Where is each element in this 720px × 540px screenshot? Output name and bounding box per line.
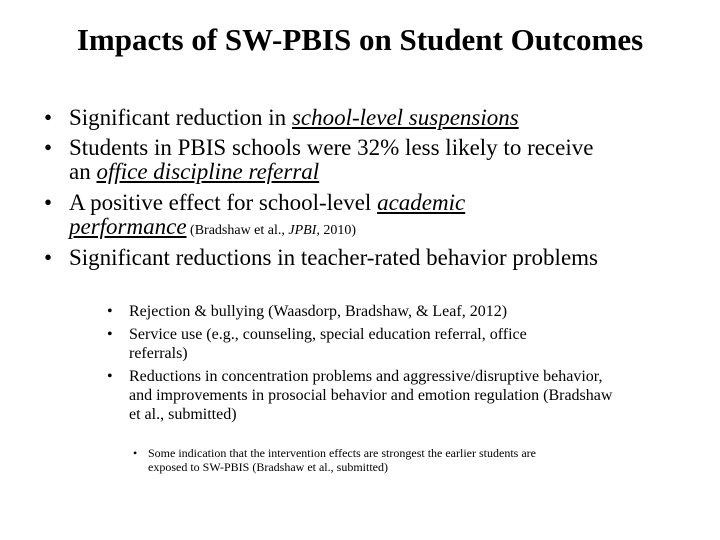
sub-bullet-item	[107, 325, 627, 363]
sub-bullet-text: Rejection & bullying (Waasdorp, Bradshaw, & Leaf, 2012)	[129, 303, 508, 320]
bullet-item-behavior	[44, 246, 664, 270]
bullet-text: Significant reductions in teacher-rated behavior problems	[69, 245, 598, 270]
emphasis-text: school-level suspensions	[291, 105, 519, 130]
bullet-icon: •	[44, 135, 53, 160]
citation-post: 2010)	[319, 222, 357, 238]
citation	[187, 223, 357, 238]
sub-bullet-item	[107, 302, 627, 321]
bullet-icon: •	[44, 245, 53, 270]
bullet-lead-text: Significant reduction in	[69, 105, 292, 130]
citation-journal: JPBI,	[288, 222, 320, 238]
bullet-icon: •	[107, 368, 113, 385]
bullet-icon: •	[44, 105, 53, 130]
bullet-text	[69, 106, 664, 130]
emphasis-text: academic performance	[69, 190, 466, 239]
bullet-icon: •	[107, 326, 113, 343]
bullet-item-office-referral	[44, 136, 664, 183]
slide-title: Impacts of SW-PBIS on Student Outcomes	[76, 22, 644, 57]
sub-sub-bullet-item	[133, 447, 583, 474]
sub-sub-bullet-text: Some indication that the intervention effects are strongest the earlier students are exposed to SW-PBIS (Bradshaw et al., submitted)	[148, 446, 536, 474]
bullet-text	[69, 136, 609, 183]
bullet-icon: •	[44, 190, 53, 215]
sub-bullet-text: Reductions in concentration problems and aggressive/disruptive behavior, and improvements in prosocial behavior and emotion regulation (Bradshaw et al., submitted)	[129, 368, 613, 423]
bullet-lead-text: A positive effect for school-level	[69, 190, 378, 215]
sub-bullet-text: Service use (e.g., counseling, special education referral, office referrals)	[129, 326, 527, 362]
emphasis-text: office discipline referral	[96, 158, 320, 184]
bullet-text	[69, 191, 549, 242]
sub-bullet-item	[107, 367, 627, 424]
bullet-icon: •	[133, 446, 138, 460]
bullet-icon: •	[107, 303, 113, 320]
bullet-lead-text: Students in PBIS schools were 32% less likely to receive an	[69, 135, 594, 184]
bullet-item-suspensions	[44, 106, 664, 130]
citation-pre: (Bradshaw et al.,	[186, 222, 289, 238]
bullet-item-academic	[44, 191, 664, 242]
